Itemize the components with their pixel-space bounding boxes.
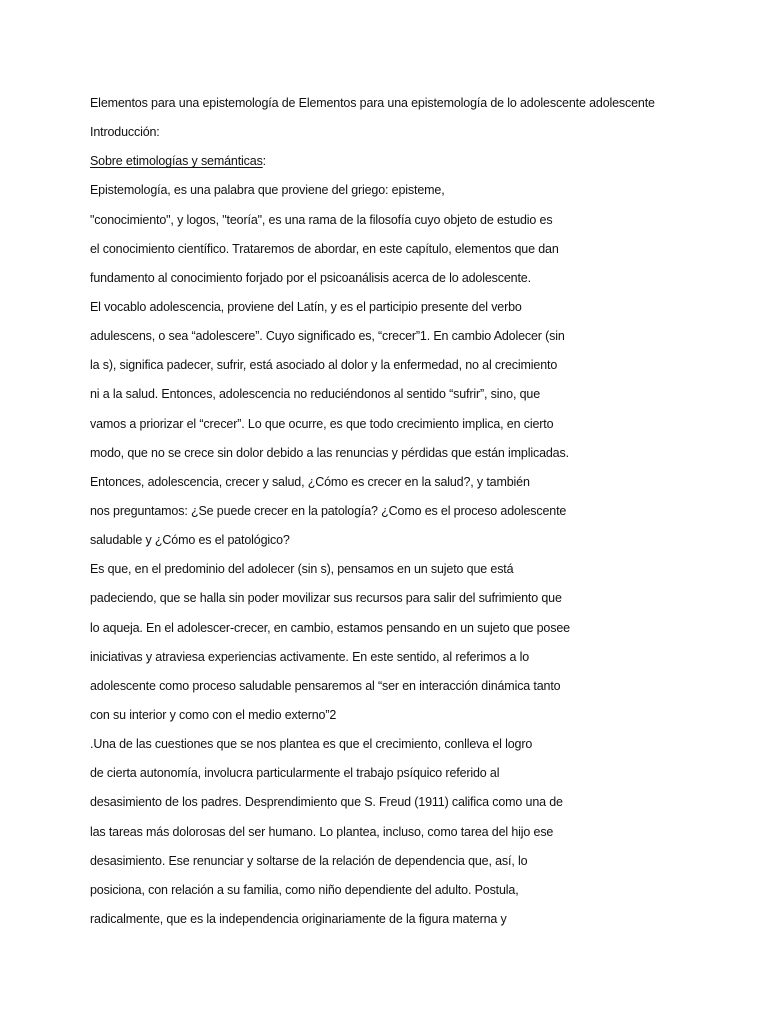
paragraph-line: desasimiento. Ese renunciar y soltarse de la relación de dependencia que, así, lo xyxy=(90,853,528,868)
paragraph-line: las tareas más dolorosas del ser humano. Lo plantea, incluso, como tarea del hijo ese xyxy=(90,824,554,839)
paragraph-line: nos preguntamos: ¿Se puede crecer en la patología? ¿Como es el proceso adolescente xyxy=(90,503,567,518)
paragraph-line: la s), significa padecer, sufrir, está asociado al dolor y la enfermedad, no al crecimiento xyxy=(90,358,558,373)
paragraph-line: modo, que no se crece sin dolor debido a las renuncias y pérdidas que están implicadas. xyxy=(90,445,569,460)
paragraph-line: vamos a priorizar el “crecer”. Lo que ocurre, es que todo crecimiento implica, en cierto xyxy=(90,416,554,431)
subsection-heading xyxy=(90,151,690,180)
document-title: Elementos para una epistemología de Elementos para una epistemología de lo adolescente adolescente xyxy=(90,96,655,110)
paragraph-line: padeciendo, que se halla sin poder movilizar sus recursos para salir del sufrimiento que xyxy=(90,591,562,606)
paragraph-line: Es que, en el predominio del adolecer (sin s), pensamos en un sujeto que está xyxy=(90,562,514,577)
paragraph-line: adolescente como proceso saludable pensaremos al “ser en interacción dinámica tanto xyxy=(90,678,561,693)
paragraph-line: saludable y ¿Cómo es el patológico? xyxy=(90,533,290,548)
paragraph-line: radicalmente, que es la independencia originariamente de la figura materna y xyxy=(90,911,507,926)
paragraph-line: iniciativas y atraviesa experiencias activamente. En este sentido, al referimos a lo xyxy=(90,649,530,664)
paragraph-line: El vocablo adolescencia, proviene del Latín, y es el participio presente del verbo xyxy=(90,299,522,314)
subsection-heading-colon: : xyxy=(262,154,266,169)
paragraph-line: lo aqueja. En el adolescer-crecer, en cambio, estamos pensando en un sujeto que posee xyxy=(90,620,570,635)
paragraph-line: el conocimiento científico. Trataremos de abordar, en este capítulo, elementos que dan xyxy=(90,241,559,256)
paragraph-line: adulescens, o sea “adolescere”. Cuyo significado es, “crecer”1. En cambio Adolecer (sin xyxy=(90,329,565,344)
paragraph-line: ni a la salud. Entonces, adolescencia no reduciéndonos al sentido “sufrir”, sino, que xyxy=(90,387,541,402)
subsection-heading-text: Sobre etimologías y semánticas xyxy=(90,154,263,169)
paragraph-line: de cierta autonomía, involucra particularmente el trabajo psíquico referido al xyxy=(90,766,500,781)
document-body xyxy=(90,93,690,938)
paragraph-line: posiciona, con relación a su familia, como niño dependiente del adulto. Postula, xyxy=(90,882,519,897)
paragraph-line: "conocimiento", y logos, "teoría", es una rama de la filosofía cuyo objeto de estudio es xyxy=(90,212,553,227)
paragraph-line: Entonces, adolescencia, crecer y salud, ¿Cómo es crecer en la salud?, y también xyxy=(90,474,530,489)
paragraph-line: .Una de las cuestiones que se nos plantea es que el crecimiento, conlleva el logro xyxy=(90,737,533,752)
section-heading: Introducción: xyxy=(90,125,160,140)
paragraph-line: fundamento al conocimiento forjado por el psicoanálisis acerca de lo adolescente. xyxy=(90,270,531,285)
paragraph-line: Epistemología, es una palabra que proviene del griego: episteme, xyxy=(90,183,445,198)
paragraph-line: con su interior y como con el medio externo”2 xyxy=(90,707,337,722)
paragraph-line: desasimiento de los padres. Desprendimiento que S. Freud (1911) califica como una de xyxy=(90,795,563,810)
